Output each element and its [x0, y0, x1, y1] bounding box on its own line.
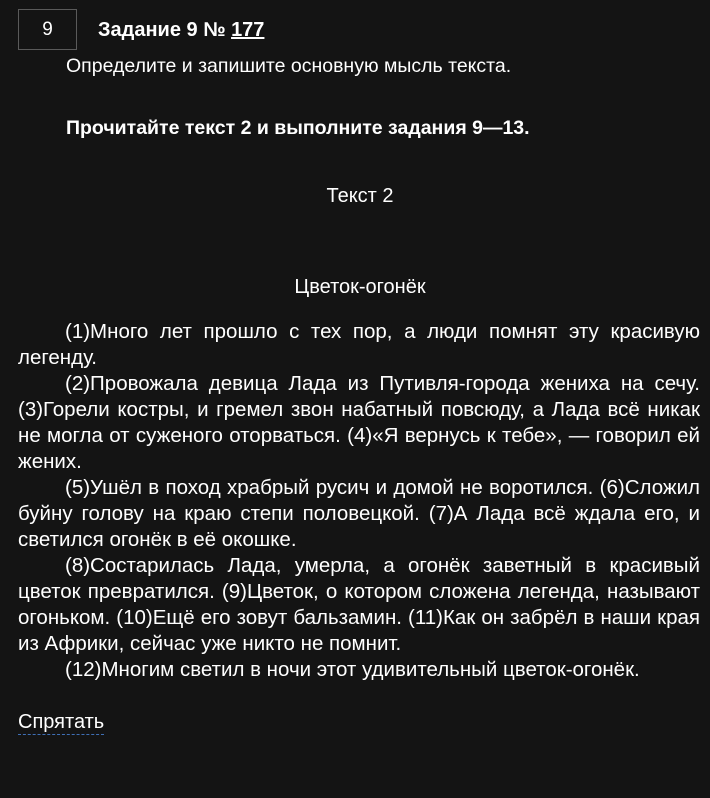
- task-title: [98, 19, 264, 42]
- task-question: Определите и запишите основную мысль текста.: [66, 55, 512, 77]
- task-id-link[interactable]: 177: [231, 19, 265, 41]
- paragraph: (5)Ушёл в поход храбрый русич и домой не воротился. (6)Сложил буйну голову на краю степи половецкой. (7)А Лада всё ждала его, и светился огонёк в её окошке.: [18, 476, 700, 551]
- task-number: 9: [42, 18, 53, 40]
- paragraph: (1)Много лет прошло с тех пор, а люди помнят эту красивую легенду.: [18, 320, 700, 369]
- story-title: Цветок-огонёк: [294, 276, 426, 298]
- story-text: [18, 319, 700, 683]
- task-title-prefix: Задание 9 №: [98, 19, 232, 41]
- task-number-box: [18, 9, 77, 50]
- paragraph: (8)Состарилась Лада, умерла, а огонёк заветный в красивый цветок превратился. (9)Цветок, о котором сложена легенда, называют огоньком. (10)Ещё его зовут бальзамин. (11)Как он забрёл в наши края из Африки, сейчас уже никто не помнит.: [18, 554, 700, 655]
- hide-link[interactable]: Спрятать: [18, 711, 105, 733]
- text-label: Текст 2: [326, 185, 394, 207]
- task-instruction: Прочитайте текст 2 и выполните задания 9—13.: [66, 117, 530, 139]
- paragraph: (12)Многим светил в ночи этот удивительный цветок-огонёк.: [65, 658, 640, 681]
- paragraph: (2)Провожала девица Лада из Путивля-города жениха на сечу. (3)Горели костры, и гремел звон набатный повсюду, а Лада всё никак не могла от суженого оторваться. (4)«Я вернусь к тебе», — говорил ей жених.: [18, 372, 700, 473]
